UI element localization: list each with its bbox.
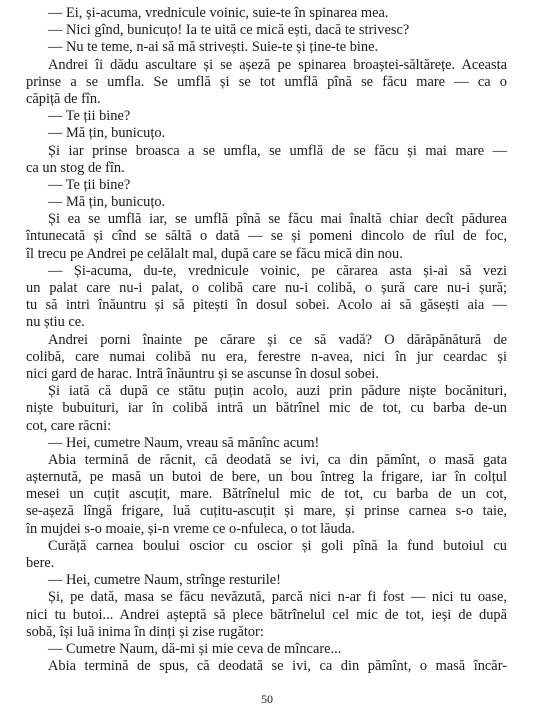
text-line: niște bubuituri, iar în colibă intră un bătrînel mic de tot, cu barba de-un xyxy=(26,400,507,417)
text-line: ca un stog de fîn. xyxy=(26,159,125,176)
body-text xyxy=(26,5,507,675)
text-line: — Mă țin, bunicuțo. xyxy=(48,125,166,142)
text-line: — Te ții bine? xyxy=(48,108,131,125)
text-line: — Nici gînd, bunicuțo! Ia te uită ce mică ești, dacă te strivesc? xyxy=(48,22,410,39)
text-line: — Hei, cumetre Naum, strînge resturile! xyxy=(48,572,281,589)
text-line: în mujdei s-o moaie, și-n vreme ce o-nfuleca, o tot lăuda. xyxy=(26,520,355,537)
text-line: tu să intri înăuntru și să pitești în dosul sobei. Acolo ai să găsești aia — xyxy=(26,297,507,314)
text-line: căpiță de fîn. xyxy=(26,90,101,107)
text-line: — Hei, cumetre Naum, vreau să mănînc acum! xyxy=(48,434,320,451)
text-line: nici tu butoi... Andrei așteptă să plece bătrînelul cel mic de tot, ieși de după xyxy=(26,606,507,623)
text-line: nici gard de harac. Intră înăuntru și se ascunse în dosul sobei. xyxy=(26,365,379,382)
text-line: Și ea se umflă iar, se umflă pînă se făcu mai înaltă chiar decît pădurea xyxy=(48,211,507,228)
text-line: Abia termină de răcnit, că deodată se ivi, ca din pămînt, o masă gata xyxy=(48,451,507,468)
text-line: cot, care răcni: xyxy=(26,417,112,434)
text-line: — Mă țin, bunicuțo. xyxy=(48,194,166,211)
text-line: nu știu ce. xyxy=(26,314,85,331)
text-line: colibă, care numai colibă nu era, ferestre n-avea, nici în jur ceardac și xyxy=(26,348,507,365)
text-line: se-așeză lîngă frigare, luă cuțitu-ascuțit și mare, și prinse carnea s-o taie, xyxy=(26,503,507,520)
page-number: 50 xyxy=(261,692,273,706)
text-line: întunecată și cînd se săltă o dată — se și pomeni dincolo de rîul de foc, xyxy=(26,228,507,245)
text-line: Andrei porni înainte pe cărare și ce să vadă? O dărăpănătură de xyxy=(48,331,507,348)
text-line: așternută, pe masă un butoi de bere, un bou întreg la frigare, iar în colțul xyxy=(26,469,507,486)
text-line: un palat care nu-i palat, o colibă care nu-i colibă, o șură care nu-i șură; xyxy=(26,280,507,296)
text-line: prinse a se umfla. Se umflă și se tot umflă pînă se făcu mare — ca o xyxy=(26,73,507,90)
text-line: Curăță carnea boului oscior cu oscior și goli pînă la fund butoiul cu xyxy=(48,537,507,554)
text-line: Abia termină de spus, că deodată se ivi, ca din pămînt, o masă încăr- xyxy=(48,658,507,675)
text-line: Și iar prinse broasca a se umfla, se umflă de se făcu și mai mare — xyxy=(48,142,507,159)
text-line: Andrei îi dădu ascultare și se așeză pe spinarea broaștei-săltărețe. Aceasta xyxy=(48,56,507,73)
text-line: mesei un cuțit ascuțit, mare. Bătrînelul mic de tot, cu barba de un cot, xyxy=(26,486,507,503)
text-line: — Nu te teme, n-ai să mă strivești. Suie-te și ține-te bine. xyxy=(48,39,379,56)
text-line: — Ei, și-acuma, vrednicule voinic, suie-te în spinarea mea. xyxy=(48,5,389,21)
text-line: Și iată că după ce stătu puțin acolo, auzi prin pădure niște bocănituri, xyxy=(48,383,507,400)
text-line: — Te ții bine? xyxy=(48,176,131,193)
text-line: bere. xyxy=(26,555,55,571)
text-line: îl trecu pe Andrei pe celălalt mal, după care se făcu mică din nou. xyxy=(26,245,403,262)
text-line: Și, pe dată, masa se făcu nevăzută, parcă nici n-ar fi fost — nici tu oase, xyxy=(48,589,507,606)
text-line: sobă, își luă inima în dinți și zise rugător: xyxy=(26,623,264,640)
text-line: — Și-acuma, du-te, vrednicule voinic, pe cărarea asta și-ai să vezi xyxy=(48,262,507,279)
text-line: — Cumetre Naum, dă-mi și mie ceva de mîncare... xyxy=(48,640,342,657)
